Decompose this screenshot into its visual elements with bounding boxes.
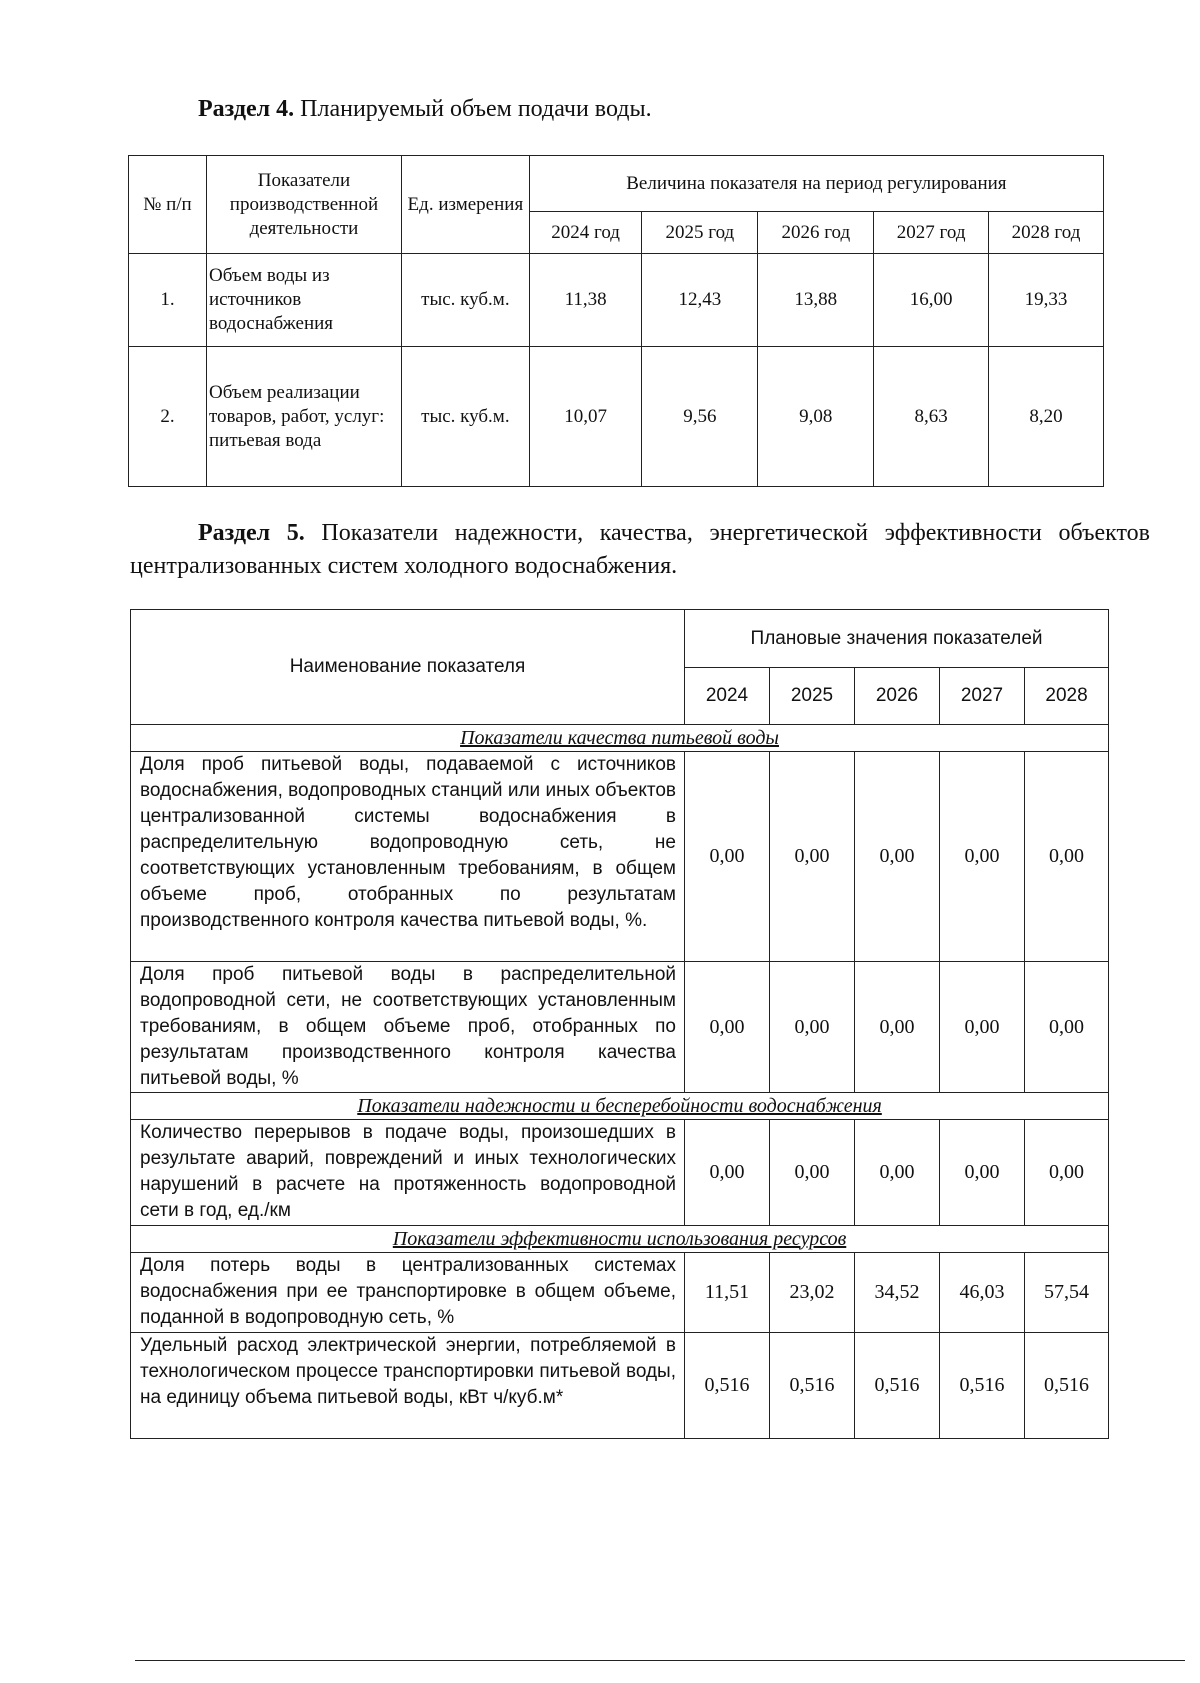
table1-header-unit: Ед. измерения (401, 156, 529, 254)
row-unit: тыс. куб.м. (401, 347, 529, 487)
indicator-value: 0,00 (770, 752, 855, 962)
section-row (131, 725, 1109, 752)
row-value: 11,38 (529, 254, 642, 347)
table2-header-planned: Плановые значения показателей (685, 610, 1109, 668)
indicator-value: 0,00 (770, 962, 855, 1093)
indicator-value: 0,516 (940, 1333, 1025, 1439)
indicator-name: Доля потерь воды в централизованных системах водоснабжения при ее транспортировке в общем объеме, поданной в водопроводную сеть, % (131, 1253, 685, 1333)
indicator-name: Удельный расход электрической энергии, потребляемой в технологическом процессе транспортировки питьевой воды, на единицу объема питьевой воды, кВт ч/куб.м* (131, 1333, 685, 1439)
table2-year: 2025 (770, 668, 855, 725)
indicator-value: 0,00 (1025, 1120, 1109, 1226)
table1-year: 2026 год (758, 212, 874, 254)
section-4-title: Планируемый объем подачи воды. (294, 96, 652, 122)
indicator-value: 0,00 (940, 1120, 1025, 1226)
table1-year: 2028 год (989, 212, 1104, 254)
indicator-value: 0,516 (1025, 1333, 1109, 1439)
table2-year: 2024 (685, 668, 770, 725)
table2-year: 2028 (1025, 668, 1109, 725)
table2-header-name: Наименование показателя (131, 610, 685, 725)
indicator-value: 0,00 (1025, 962, 1109, 1093)
indicator-value: 0,00 (685, 1120, 770, 1226)
section-title: Показатели качества питьевой воды (131, 725, 1109, 752)
table2-year: 2027 (940, 668, 1025, 725)
table2-header-row (131, 610, 1109, 668)
section-row (131, 1226, 1109, 1253)
row-value: 10,07 (529, 347, 642, 487)
indicator-value: 0,00 (940, 752, 1025, 962)
row-value: 13,88 (758, 254, 874, 347)
table-row (131, 1333, 1109, 1439)
row-num: 2. (129, 347, 207, 487)
bottom-divider (135, 1660, 1185, 1661)
section-5-title: Показатели надежности, качества, энергетической эффективности объектов централизованных систем холодного водоснабжения. (130, 520, 1150, 579)
indicator-value: 46,03 (940, 1253, 1025, 1333)
table-row (131, 1120, 1109, 1226)
indicator-value: 0,516 (855, 1333, 940, 1439)
indicator-value: 0,00 (855, 962, 940, 1093)
section-row (131, 1093, 1109, 1120)
row-unit: тыс. куб.м. (401, 254, 529, 347)
indicator-value: 34,52 (855, 1253, 940, 1333)
table1-header-num: № п/п (129, 156, 207, 254)
indicator-name: Доля проб питьевой воды, подаваемой с источников водоснабжения, водопроводных станций или иных объектов централизованной системы водоснабжения в распределительную водопроводную сеть, не соответствующих установленным требованиям, в общем объеме проб, отобранных по результатам производственного контроля качества питьевой воды, %. (131, 752, 685, 962)
row-value: 16,00 (874, 254, 989, 347)
row-num: 1. (129, 254, 207, 347)
row-value: 12,43 (642, 254, 758, 347)
table-row (131, 1253, 1109, 1333)
table1-header-indicator: Показатели производственной деятельности (206, 156, 401, 254)
row-value: 9,08 (758, 347, 874, 487)
row-value: 19,33 (989, 254, 1104, 347)
section-4-label: Раздел 4. (198, 96, 295, 122)
section-5-label: Раздел 5. (198, 520, 305, 546)
indicator-value: 0,516 (770, 1333, 855, 1439)
indicator-name: Количество перерывов в подаче воды, произошедших в результате аварий, повреждений и иных технологических нарушений в расчете на протяженность водопроводной сети в год, ед./км (131, 1120, 685, 1226)
table-row (131, 962, 1109, 1093)
table2-year: 2026 (855, 668, 940, 725)
indicator-value: 0,00 (855, 752, 940, 962)
table-row (131, 752, 1109, 962)
indicator-value: 0,00 (685, 962, 770, 1093)
table1-header-period: Величина показателя на период регулирования (529, 156, 1103, 212)
indicator-value: 0,00 (1025, 752, 1109, 962)
row-value: 8,20 (989, 347, 1104, 487)
indicator-value: 0,00 (940, 962, 1025, 1093)
row-indicator: Объем реализации товаров, работ, услуг: питьевая вода (206, 347, 401, 487)
table1-year: 2027 год (874, 212, 989, 254)
indicator-value: 57,54 (1025, 1253, 1109, 1333)
indicator-value: 0,00 (685, 752, 770, 962)
section-4-heading (198, 93, 652, 126)
table1-year: 2025 год (642, 212, 758, 254)
row-value: 9,56 (642, 347, 758, 487)
row-indicator: Объем воды из источников водоснабжения (206, 254, 401, 347)
section-title: Показатели эффективности использования ресурсов (131, 1226, 1109, 1253)
table1-year: 2024 год (529, 212, 642, 254)
table-row (129, 254, 1104, 347)
reliability-indicators-table (130, 609, 1109, 1439)
water-supply-volume-table (128, 155, 1104, 487)
table-row (129, 347, 1104, 487)
table1-header-row (129, 156, 1104, 212)
indicator-name: Доля проб питьевой воды в распределительной водопроводной сети, не соответствующих установленным требованиям, в общем объеме проб, отобранных по результатам производственного контроля качества питьевой воды, % (131, 962, 685, 1093)
row-value: 8,63 (874, 347, 989, 487)
indicator-value: 0,00 (855, 1120, 940, 1226)
section-title: Показатели надежности и бесперебойности водоснабжения (131, 1093, 1109, 1120)
indicator-value: 11,51 (685, 1253, 770, 1333)
section-5-heading (130, 517, 1150, 583)
indicator-value: 23,02 (770, 1253, 855, 1333)
indicator-value: 0,00 (770, 1120, 855, 1226)
indicator-value: 0,516 (685, 1333, 770, 1439)
